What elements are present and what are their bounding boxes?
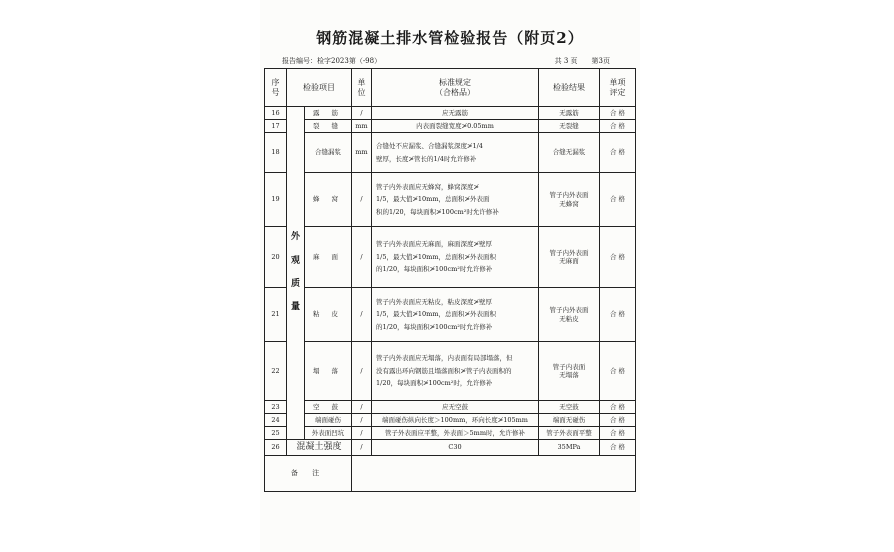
table-row	[265, 120, 636, 133]
standard-line: 管子内外表面应无塌落，内表面有局部塌落，但	[376, 354, 513, 363]
page-total: 共 3 页	[554, 57, 578, 65]
result-line: 端面无碰伤	[552, 415, 586, 424]
table-row	[265, 401, 636, 414]
standard-line: 壁厚，长度≯管长的1/4时允许修补	[376, 154, 477, 163]
row-standard	[372, 288, 539, 342]
row-seq: 20	[265, 227, 287, 288]
row-unit: /	[352, 227, 372, 288]
row-verdict: 合 格	[600, 401, 636, 414]
standard-line: 应无露筋	[442, 108, 468, 117]
result-line: 管子内表面	[552, 362, 586, 371]
row-standard	[372, 120, 539, 133]
row-item: 空 鼓	[305, 401, 352, 414]
result-line: 管子内外表面	[549, 248, 589, 257]
report-number-value: 检字2023第（-98）	[317, 57, 382, 65]
row-result	[539, 107, 600, 120]
header-item: 检验项目	[287, 69, 352, 107]
remarks-row	[265, 456, 636, 492]
report-number-label: 报告编号：	[282, 57, 317, 65]
result-line: 管子外表面平整	[546, 428, 592, 437]
row-unit: /	[352, 401, 372, 414]
row-verdict: 合 格	[600, 133, 636, 173]
row-verdict: 合 格	[600, 342, 636, 401]
category-char: 观	[290, 255, 300, 266]
category-appearance-quality	[287, 107, 305, 440]
result-line: 无麻面	[559, 257, 579, 265]
result-line: 无裂缝	[559, 121, 579, 130]
row-seq: 25	[265, 427, 287, 440]
header-standard: 标准规定 （合格品）	[372, 69, 539, 107]
row-unit: /	[352, 342, 372, 401]
standard-line: 1/5，最大值≯10mm，总面积≯外表面	[376, 195, 490, 204]
row-result	[539, 227, 600, 288]
row-seq: 26	[265, 440, 287, 456]
row-item-strength: 混凝土强度	[287, 440, 352, 456]
row-unit: /	[352, 440, 372, 456]
row-item: 粘 皮	[305, 288, 352, 342]
standard-line: 管子内外表面应无蜂窝，蜂窝深度≯	[376, 182, 479, 191]
page-current: 第3页	[591, 57, 610, 65]
row-result: 35MPa	[539, 440, 600, 456]
standard-line: 管子内外表面应无麻面，麻面深度≯壁厚	[376, 240, 492, 249]
header-result: 检验结果	[539, 69, 600, 107]
row-result	[539, 133, 600, 173]
result-line: 无蜂窝	[559, 199, 579, 208]
standard-line: 应无空鼓	[442, 402, 468, 411]
row-result	[539, 414, 600, 427]
row-item: 塌 落	[305, 342, 352, 401]
row-standard	[372, 227, 539, 288]
inspection-table	[264, 68, 636, 492]
row-item: 端面碰伤	[305, 414, 352, 427]
row-standard	[372, 133, 539, 173]
row-standard: C30	[372, 440, 539, 456]
row-standard	[372, 427, 539, 440]
category-char: 量	[290, 302, 300, 313]
table-row	[265, 414, 636, 427]
standard-line: 的1/20，每块面积≯100cm²时允许修补	[376, 265, 493, 274]
table-row-strength	[265, 440, 636, 456]
row-seq: 24	[265, 414, 287, 427]
row-verdict: 合 格	[600, 227, 636, 288]
row-verdict: 合 格	[600, 427, 636, 440]
table-row	[265, 133, 636, 173]
row-item: 外表面凹坑	[305, 427, 352, 440]
standard-line: 管子外表面应平整，外表面＞5mm时，允许修补	[385, 428, 525, 437]
standard-line: 端面碰伤纵向长度＞100mm，环向长度≯105mm	[382, 415, 528, 424]
row-standard	[372, 173, 539, 227]
row-verdict: 合 格	[600, 288, 636, 342]
row-verdict: 合 格	[600, 440, 636, 456]
page-indicator	[541, 56, 610, 66]
table-row	[265, 427, 636, 440]
result-line: 无露筋	[559, 108, 579, 117]
row-verdict: 合 格	[600, 414, 636, 427]
standard-line: 的1/20，每块面积≯100cm²时允许修补	[376, 322, 493, 331]
standard-line: 1/5，最大值≯10mm，总面积≯外表面积	[376, 252, 496, 261]
row-result	[539, 288, 600, 342]
standard-line: 1/5，最大值≯10mm，总面积≯外表面积	[376, 310, 496, 319]
row-unit: /	[352, 107, 372, 120]
standard-line: 没有露出环向钢筋且塌落面积≯管子内表面积的	[376, 366, 512, 375]
row-unit: mm	[352, 133, 372, 173]
result-line: 合缝无漏浆	[552, 148, 586, 157]
row-verdict: 合 格	[600, 107, 636, 120]
row-item: 裂 缝	[305, 120, 352, 133]
remarks-value	[352, 456, 636, 492]
row-item: 露 筋	[305, 107, 352, 120]
result-line: 无塌落	[559, 371, 579, 379]
row-standard	[372, 107, 539, 120]
table-header-row	[265, 69, 636, 107]
header-seq: 序 号	[265, 69, 287, 107]
table-row	[265, 288, 636, 342]
report-title: 钢筋混凝土排水管检验报告（附页2）	[316, 29, 584, 47]
standard-line: 管子内外表面应无粘皮，粘皮深度≯壁厚	[376, 297, 492, 306]
result-line: 管子内外表面	[549, 191, 589, 200]
table-row	[265, 342, 636, 401]
row-seq: 23	[265, 401, 287, 414]
row-result	[539, 427, 600, 440]
row-unit: /	[352, 173, 372, 227]
result-line: 管子内外表面	[549, 306, 589, 315]
row-standard	[372, 342, 539, 401]
row-result	[539, 120, 600, 133]
table-row	[265, 173, 636, 227]
row-item: 麻 面	[305, 227, 352, 288]
row-item: 合缝漏浆	[305, 133, 352, 173]
row-verdict: 合 格	[600, 173, 636, 227]
category-char: 外	[290, 232, 300, 243]
table-row	[265, 227, 636, 288]
row-seq: 22	[265, 342, 287, 401]
remarks-label: 备 注	[265, 456, 352, 492]
category-char: 质	[290, 279, 300, 289]
row-seq: 21	[265, 288, 287, 342]
standard-line: 1/20，每块面积≯100cm²时，允许修补	[376, 379, 493, 388]
row-result	[539, 173, 600, 227]
row-unit: /	[352, 288, 372, 342]
row-unit: mm	[352, 120, 372, 133]
row-standard	[372, 414, 539, 427]
row-result	[539, 401, 600, 414]
row-item: 蜂 窝	[305, 173, 352, 227]
row-seq: 19	[265, 173, 287, 227]
standard-line: 内表面裂缝宽度≯0.05mm	[416, 121, 494, 130]
row-unit: /	[352, 414, 372, 427]
row-verdict: 合 格	[600, 120, 636, 133]
report-number	[282, 56, 381, 66]
row-seq: 16	[265, 107, 287, 120]
result-line: 无空鼓	[559, 402, 579, 411]
header-unit: 单 位	[352, 69, 372, 107]
row-result	[539, 342, 600, 401]
standard-line: 积的1/20，每块面积≯100cm²时允许修补	[376, 207, 499, 216]
row-standard	[372, 401, 539, 414]
row-unit: /	[352, 427, 372, 440]
result-line: 无粘皮	[559, 314, 579, 323]
report-page	[260, 0, 640, 552]
standard-line: 合缝处不应漏浆、合缝漏浆深度≯1/4	[376, 142, 483, 151]
table-row	[265, 107, 636, 120]
header-verdict: 单项 评定	[600, 69, 636, 107]
row-seq: 18	[265, 133, 287, 173]
row-seq: 17	[265, 120, 287, 133]
